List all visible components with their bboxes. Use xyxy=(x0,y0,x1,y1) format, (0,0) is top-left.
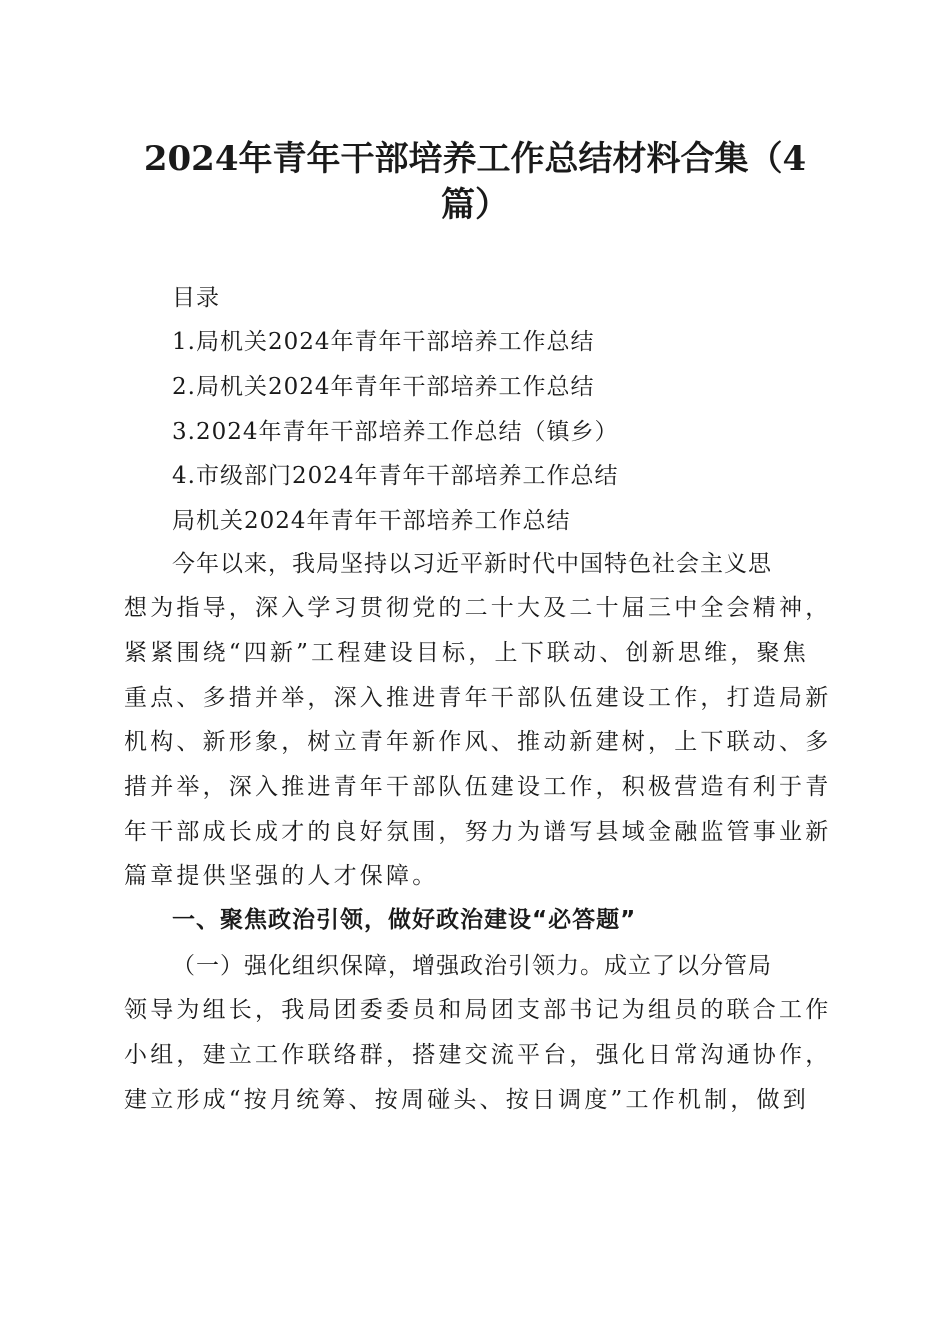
article-title: 局机关2024年青年干部培养工作总结 xyxy=(172,508,571,534)
section-1-line-2: 领导为组长，我局团委委员和局团支部书记为组员的联合工作 xyxy=(124,997,832,1023)
section-1-line-4: 建立形成“按月统筹、按周碰头、按日调度”工作机制，做到 xyxy=(124,1087,809,1113)
intro-line-7: 年干部成长成才的良好氛围，努力为谱写县域金融监管事业新 xyxy=(124,819,832,845)
toc-item-1: 1.局机关2024年青年干部培养工作总结 xyxy=(172,329,595,355)
document-title xyxy=(100,136,850,228)
intro-line-2: 想为指导，深入学习贯彻党的二十大及二十届三中全会精神， xyxy=(124,595,832,621)
section-1-line-3: 小组，建立工作联络群，搭建交流平台，强化日常沟通协作， xyxy=(124,1042,832,1068)
toc-item-4: 4.市级部门2024年青年干部培养工作总结 xyxy=(172,463,619,489)
intro-line-4: 重点、多措并举，深入推进青年干部队伍建设工作，打造局新 xyxy=(124,685,832,711)
intro-line-3: 紧紧围绕“四新”工程建设目标，上下联动、创新思维，聚焦 xyxy=(124,640,809,666)
document-title-line-1: 2024年青年干部培养工作总结材料合集（4 xyxy=(143,139,807,179)
intro-line-8: 篇章提供坚强的人才保障。 xyxy=(124,863,439,889)
section-1-line-1: （一）强化组织保障，增强政治引领力。成立了以分管局 xyxy=(172,953,772,979)
intro-line-5: 机构、新形象，树立青年新作风、推动新建树，上下联动、多 xyxy=(124,729,832,755)
document-title-line-2: 篇） xyxy=(441,185,509,225)
toc-item-2: 2.局机关2024年青年干部培养工作总结 xyxy=(172,374,595,400)
intro-line-6: 措并举，深入推进青年干部队伍建设工作，积极营造有利于青 xyxy=(124,774,832,800)
toc-item-3: 3.2024年青年干部培养工作总结（镇乡） xyxy=(172,419,619,445)
toc-heading: 目录 xyxy=(172,285,220,311)
intro-line-1: 今年以来，我局坚持以习近平新时代中国特色社会主义思 xyxy=(172,551,772,577)
section-1-heading: 一、聚焦政治引领，做好政治建设“必答题” xyxy=(172,907,637,933)
